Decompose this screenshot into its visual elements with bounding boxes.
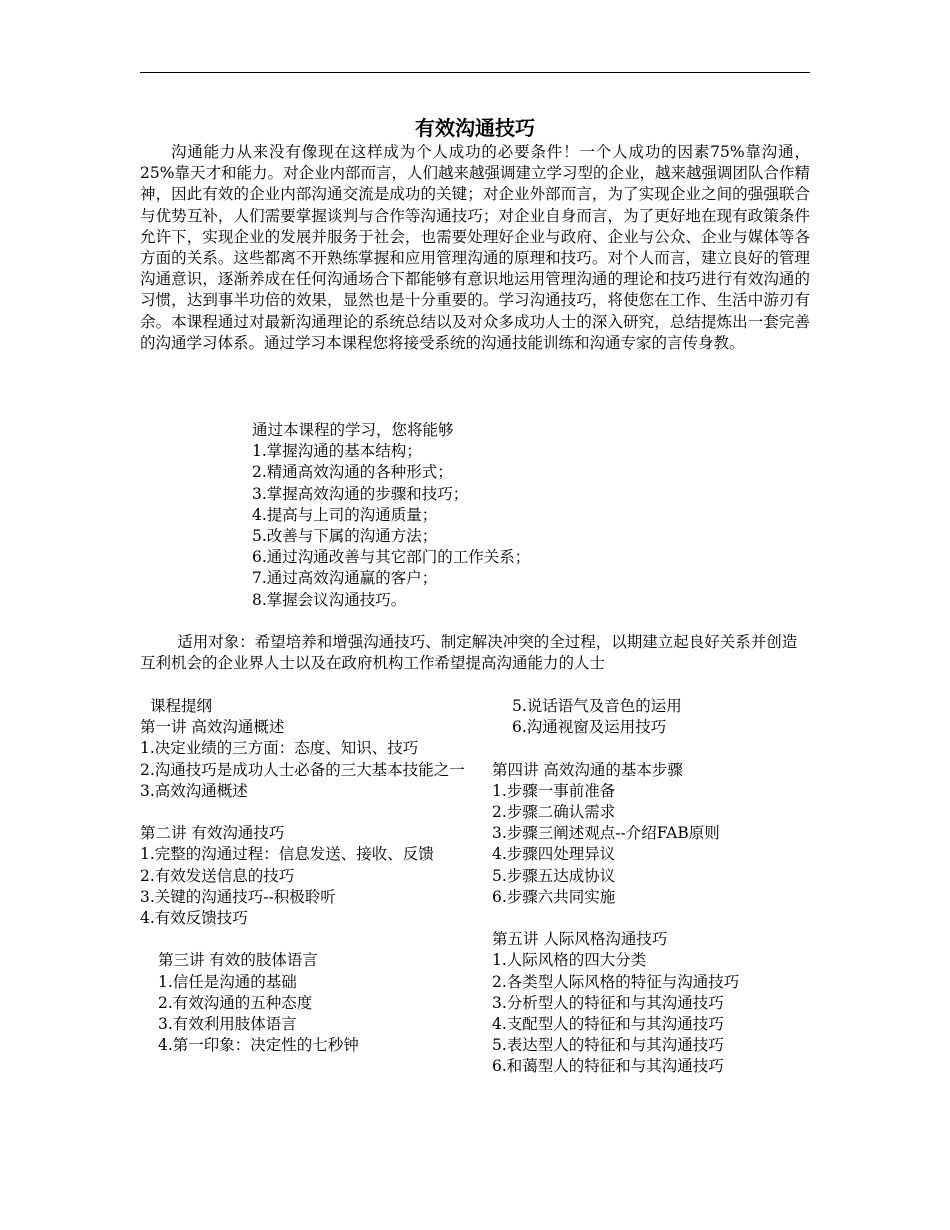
lecture-4-item: 2.步骤二确认需求 <box>492 803 616 821</box>
goal-item: 7.通过高效沟通赢的客户； <box>252 569 438 588</box>
goal-item: 4.提高与上司的沟通质量； <box>252 505 438 524</box>
goal-item: 8.掌握会议沟通技巧。 <box>252 590 407 609</box>
lecture-3-item: 3.有效利用肢体语言 <box>158 1015 297 1034</box>
lecture-3-item: 5.说话语气及音色的运用 <box>512 697 682 715</box>
goal-item: 3.掌握高效沟通的步骤和技巧； <box>252 484 469 503</box>
goal-item: 6.通过沟通改善与其它部门的工作关系； <box>252 548 531 567</box>
lecture-1-item: 3.高效沟通概述 <box>140 781 248 800</box>
course-goals <box>252 420 772 611</box>
lecture-4-item: 1.步骤一事前准备 <box>492 781 616 800</box>
lecture-1-item: 2.沟通技巧是成功人士必备的三大基本技能之一 <box>140 760 465 779</box>
lecture-4-item: 5.步骤五达成协议 <box>492 866 616 885</box>
lecture-2-title: 第二讲 有效沟通技巧 <box>140 824 285 843</box>
header-rule <box>140 72 810 73</box>
lecture-5-item: 1.人际风格的四大分类 <box>492 951 647 970</box>
document-title: 有效沟通技巧 <box>415 116 535 140</box>
goals-heading: 通过本课程的学习，您将能够 <box>252 421 454 439</box>
lecture-5-item: 4.支配型人的特征和与其沟通技巧 <box>492 1015 724 1034</box>
lecture-2-item: 1.完整的沟通过程：信息发送、接收、反馈 <box>140 845 434 864</box>
lecture-5-item: 5.表达型人的特征和与其沟通技巧 <box>492 1036 724 1055</box>
goal-item: 2.精通高效沟通的各种形式； <box>252 463 453 482</box>
outline-left-column <box>140 696 475 1056</box>
lecture-3-item: 6.沟通视窗及运用技巧 <box>512 718 667 737</box>
lecture-1-title: 第一讲 高效沟通概述 <box>140 718 285 737</box>
outline-heading: 课程提纲 <box>150 697 213 715</box>
lecture-5-item: 6.和蔼型人的特征和与其沟通技巧 <box>492 1057 724 1076</box>
intro-paragraph: 沟通能力从来没有像现在这样成为个人成功的必要条件！一个人成功的因素75%靠沟通，25%靠天才和能力。对企业内部而言，人们越来越强调建立学习型的企业，越来越强调团队合作精神，因此有效的企业内部沟通交流是成功的关键；对企业外部而言，为了实现企业之间的强强联合与优势互补，人们需要掌握谈判与合作等沟通技巧；对企业自身而言，为了更好地在现有政策条件允许下，实现企业的发展并服务于社会，也需要处理好企业与政府、企业与公众、企业与媒体等各方面的关系。这些都离不开熟练掌握和应用管理沟通的原理和技巧。对个人而言，建立良好的管理沟通意识，逐渐养成在任何沟通场合下都能够有意识地运用管理沟通的理论和技巧进行有效沟通的习惯，达到事半功倍的效果，显然也是十分重要的。学习沟通技巧，将使您在工作、生活中游刃有余。本课程通过对最新沟通理论的系统总结以及对众多成功人士的深入研究，总结提炼出一套完善的沟通学习体系。通过学习本课程您将接受系统的沟通技能训练和沟通专家的言传身教。 <box>140 143 810 352</box>
lecture-1-item: 1.决定业绩的三方面：态度、知识、技巧 <box>140 739 419 758</box>
lecture-3-item: 4.第一印象：决定性的七秒钟 <box>158 1036 359 1055</box>
lecture-2-item: 2.有效发送信息的技巧 <box>140 866 295 885</box>
lecture-2-item: 4.有效反馈技巧 <box>140 909 248 928</box>
target-audience: 适用对象：希望培养和增强沟通技巧、制定解决冲突的全过程，以期建立起良好关系并创造互利机会的企业界人士以及在政府机构工作希望提高沟通能力的人士 <box>140 633 798 673</box>
goal-item: 1.掌握沟通的基本结构； <box>252 442 422 461</box>
lecture-5-item: 3.分析型人的特征和与其沟通技巧 <box>492 993 724 1012</box>
lecture-3-title: 第三讲 有效的肢体语言 <box>158 951 318 970</box>
lecture-4-item: 4.步骤四处理异议 <box>492 845 616 864</box>
lecture-4-title: 第四讲 高效沟通的基本步骤 <box>492 760 683 779</box>
lecture-5-title: 第五讲 人际风格沟通技巧 <box>492 930 668 949</box>
lecture-3-item: 1.信任是沟通的基础 <box>158 972 297 991</box>
goal-item: 5.改善与下属的沟通方法； <box>252 527 438 546</box>
lecture-2-item: 3.关键的沟通技巧--积极聆听 <box>140 887 336 906</box>
lecture-4-item: 6.步骤六共同实施 <box>492 887 616 906</box>
lecture-5-item: 2.各类型人际风格的特征与沟通技巧 <box>492 972 740 991</box>
outline-right-column <box>492 696 810 1078</box>
lecture-4-item: 3.步骤三阐述观点--介绍FAB原则 <box>492 824 720 843</box>
lecture-3-item: 2.有效沟通的五种态度 <box>158 993 313 1012</box>
